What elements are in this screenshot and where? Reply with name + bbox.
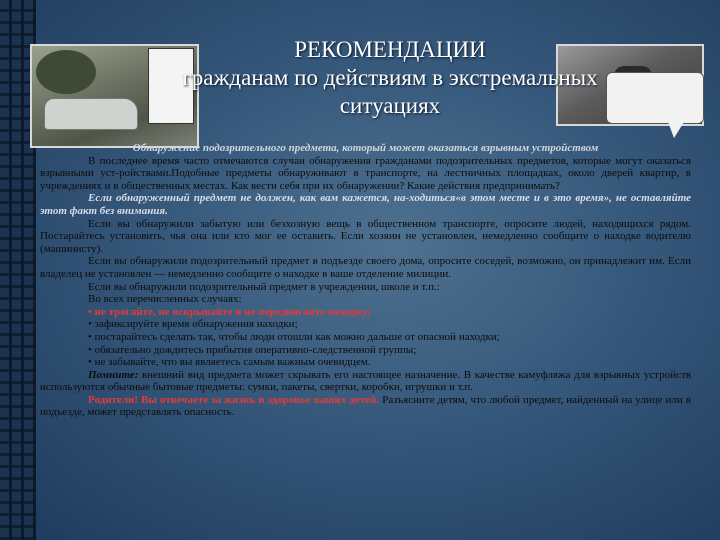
- paragraph-warning: Если обнаруженный предмет не должен, как вам кажется, на-ходиться«в этом месте и в это время», не оставляйте этот факт без внимания.: [40, 192, 691, 217]
- paragraph-intro: В последнее время часто отмечаются случаи обнаружения гражданами подозрительных предметов, которые могут оказаться взрывными уст-ройствами.Подобные предметы обнаруживают в транспорте, на лестничных площадках, около дверей квартир, в учреждениях и в общественных местах. Как вести себя при их обнаружении? Какие действия предпринимать?: [40, 154, 691, 192]
- paragraph-institution: Если вы обнаружили подозрительный предмет в учреждении, школе и т.п.:: [88, 280, 440, 293]
- remember-text: внешний вид предмета может скрывать его настоящее назначение. В качестве камуфляжа для взрывных устройств используются обычные бытовые предметы: сумки, пакеты, свертки, коробки, игрушки и т.п.: [40, 368, 691, 394]
- speech-bubble-tail: [668, 122, 684, 138]
- subheading: Обнаружение подозрительного предмета, который может оказаться взрывным устройством: [132, 142, 599, 154]
- paragraph-all-cases: Во всех перечисленных случаях:: [88, 293, 242, 306]
- bullet-wait-group: • обязательно дождитесь прибытия оперативно-следственной группы;: [88, 343, 417, 356]
- parents-label: Родители! Вы отвечаете за жизнь и здоровье ваших детей.: [88, 393, 380, 406]
- remember-label: Помните:: [88, 368, 139, 381]
- bullet-do-not-touch: • не трогайте, не вскрывайте и не передвигайте находку;: [88, 305, 371, 318]
- title-line-3: ситуациях: [339, 93, 441, 118]
- title-line-2: гражданам по действиям в экстремальных: [182, 65, 598, 90]
- bullet-move-people: • постарайтесь сделать так, чтобы люди отошли как можно дальше от опасной находки;: [88, 330, 500, 343]
- bullet-witness: • не забывайте, что вы являетесь самым важным очевидцем.: [88, 356, 371, 369]
- paragraph-remember: [40, 369, 691, 394]
- document-body: [40, 142, 691, 419]
- parents-text: Разъясните детям, что любой предмет, найденный на улице или в подъезде, может представлять опасность.: [40, 393, 691, 419]
- title-line-1: РЕКОМЕНДАЦИИ: [294, 37, 486, 62]
- paragraph-transport: Если вы обнаружили забытую или безхозную вещь в общественном транспорте, опросите людей, находящихся рядом. Постарайтесь установить, чья она или кто мог ее оставить. Если хозяин не установлен, немедленно сообщите о находке водителю (машинисту).: [40, 217, 691, 255]
- paragraph-parents: [40, 394, 691, 419]
- page-title: [90, 36, 690, 120]
- paragraph-house: Если вы обнаружили подозрительный предмет в подъезде своего дома, опросите соседей, возможно, он принадлежит им. Если владелец не установлен — немедленно сообщите о находке в ваше отделение милиции.: [40, 255, 691, 280]
- bullet-record-time: • зафиксируйте время обнаружения находки;: [88, 318, 298, 331]
